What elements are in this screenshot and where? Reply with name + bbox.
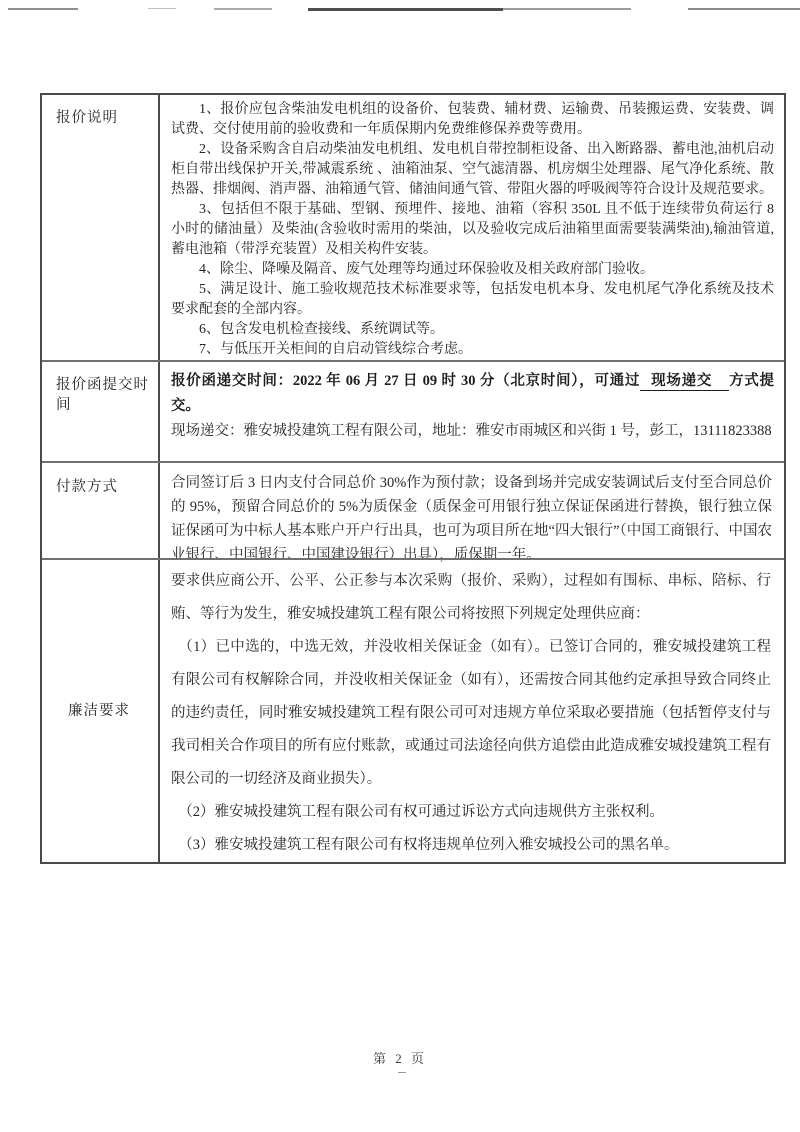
table-row-submission-time	[42, 360, 784, 461]
quote-notes-content	[160, 95, 784, 360]
scan-artifact-line	[503, 8, 631, 10]
row-label-quote-notes	[42, 95, 160, 360]
document-table	[40, 93, 786, 864]
row-label-text: 付款方式	[56, 479, 118, 495]
row-label-text: 廉洁要求	[68, 703, 130, 719]
scan-artifact-line	[8, 8, 78, 10]
scan-artifact-mark	[398, 1072, 406, 1073]
paragraph: （3）雅安城投建筑工程有限公司有权将违规单位列入雅安城投公司的黑名单。	[178, 837, 679, 853]
paragraph: （1）已中选的，中选无效，并没收相关保证金（如有）。已签订合同的，雅安城投建筑工程有限公司有权解除合同，并没收相关保证金（如有），还需按合同其他约定承担导致合同终止的违约责任，同时雅安城投建筑工程有限公司可对违规方单位采取必要措施（包括暂停支付与我司相关合作项目的所有应付账款，或通过司法途径向供方追偿由此造成雅安城投建筑工程有限公司的一切经济及商业损失）。	[171, 639, 771, 787]
paragraph: （2）雅安城投建筑工程有限公司有权可通过诉讼方式向违规供方主张权利。	[178, 804, 664, 820]
paragraph: 5、满足设计、施工验收规范技术标准要求等，包括发电机本身、发电机尾气净化系统及技术要求配套的全部内容。	[171, 282, 774, 317]
submission-address-line: 现场递交：雅安城投建筑工程有限公司，地址：雅安市雨城区和兴街 1 号，彭工，13111823388	[171, 423, 772, 439]
submission-method-underlined: 现场递交	[640, 373, 729, 391]
table-row-quote-notes	[42, 95, 784, 360]
scan-artifact-line	[688, 8, 800, 10]
paragraph: 1、报价应包含柴油发电机组的设备价、包装费、辅材费、运输费、吊装搬运费、安装费、调试费、交付使用前的验收费和一年质保期内免费维修保养费等费用。	[171, 102, 774, 137]
row-label-text: 报价函提交时间	[56, 377, 149, 413]
paragraph: 合同签订后 3 日内支付合同总价 30%作为预付款；设备到场并完成安装调试后支付至合同总价的 95%，预留合同总价的 5%为质保金（质保金可用银行独立保证保函进行替换，银行独立保证保函可为中标人基本账户开户行出具，也可为项目所在地“四大银行”（中国工商银行、中国农业银行、中国银行、中国建设银行）出具），质保期一年。	[171, 475, 772, 563]
row-label-submission-time	[42, 362, 160, 461]
integrity-content	[160, 560, 784, 862]
paragraph: 4、除尘、降噪及隔音、废气处理等均通过环保验收及相关政府部门验收。	[199, 262, 654, 277]
paragraph: 要求供应商公开、公平、公正参与本次采购（报价、采购），过程如有围标、串标、陪标、行贿、等行为发生，雅安城投建筑工程有限公司将按照下列规定处理供应商：	[171, 573, 771, 622]
paragraph: 3、包括但不限于基础、型钢、预埋件、接地、油箱（容积 350L 且不低于连续带负荷运行 8 小时的储油量）及柴油(含验收时需用的柴油，以及验收完成后油箱里面需要装满柴油),输油管道,蓄电池箱（带浮充装置）及相关构件安装。	[171, 202, 774, 257]
submission-content	[160, 362, 784, 461]
scan-artifact-line	[214, 8, 272, 10]
table-row-integrity-requirements	[42, 558, 784, 862]
scan-artifact-line	[308, 8, 503, 11]
deadline-suffix: 方式提交。	[171, 373, 775, 414]
paragraph: 6、包含发电机检查接线、系统调试等。	[199, 322, 444, 337]
paragraph: 7、与低压开关柜间的自启动管线综合考虑。	[199, 342, 472, 357]
scan-artifact-line	[148, 8, 176, 9]
paragraph: 2、设备采购含自启动柴油发电机组、发电机自带控制柜设备、出入断路器、蓄电池,油机启动柜自带出线保护开关,带减震系统 、油箱油泵、空气滤清器、机房烟尘处理器、尾气净化系统、散热器、排烟阀、消声器、油箱通气管、储油间通气管、带阻火器的呼吸阀等符合设计及规范要求。	[171, 142, 774, 197]
deadline-prefix: 报价函递交时间：2022 年 06 月 27 日 09 时 30 分（北京时间），可通过	[171, 373, 641, 389]
row-label-payment-method	[42, 463, 160, 558]
payment-content	[160, 463, 784, 563]
table-row-payment-method	[42, 461, 784, 563]
row-label-integrity-requirements	[42, 560, 160, 862]
row-label-text: 报价说明	[56, 110, 118, 126]
page-number: 第 2 页	[372, 1051, 427, 1066]
submission-deadline-line	[171, 369, 774, 419]
